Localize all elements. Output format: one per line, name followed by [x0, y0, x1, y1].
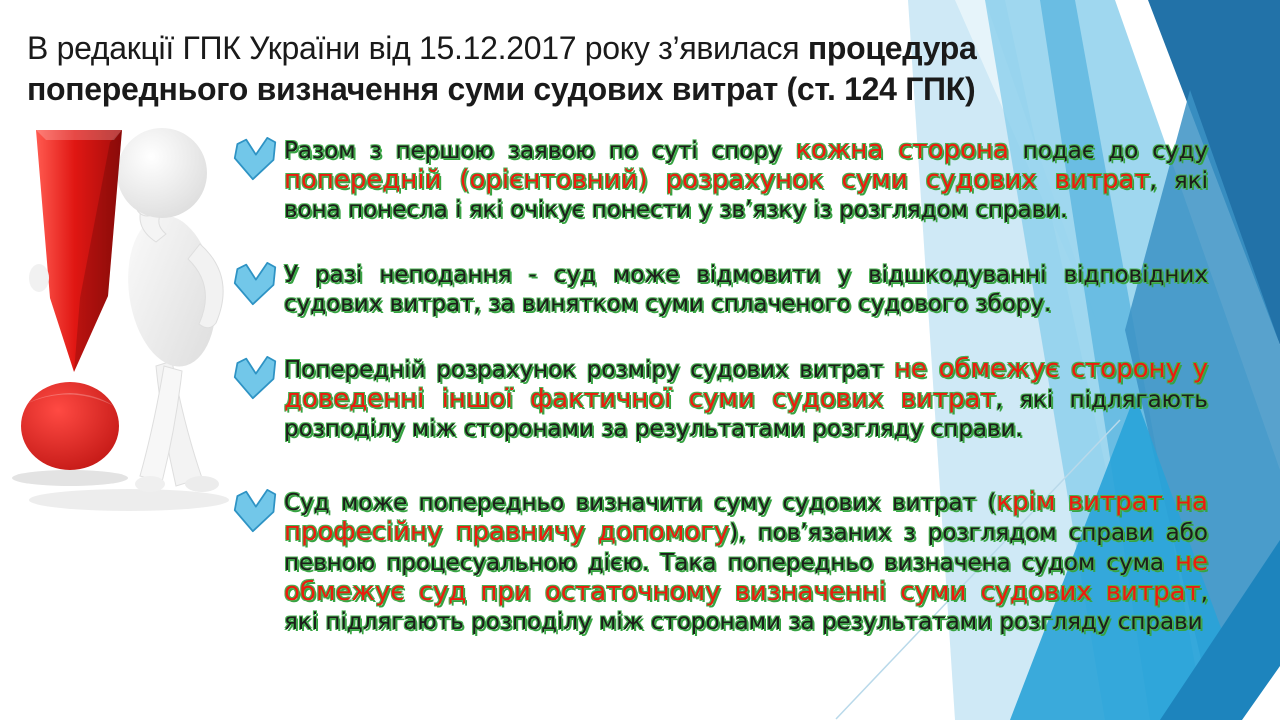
text-segment-red: не обмежує сторону у доведенні іншої фактичної суми судових витрат — [284, 354, 1209, 414]
exclamation-mark-graphic — [21, 130, 122, 470]
text-segment-dark: подає до суду — [1008, 138, 1208, 164]
text-segment-dark: ), пов’язаних з розглядом справи або певною процесуальною дією. Така попередньо визначена судом сума — [284, 520, 1208, 576]
checkmark-bullet-icon — [232, 356, 278, 400]
checkmark-bullet-icon — [232, 137, 278, 181]
text-segment-dark: Разом з першою заявою по суті спору — [284, 138, 796, 164]
bullet-item — [232, 488, 1208, 637]
text-segment-dark: Суд може попередньо визначити суму судових витрат ( — [284, 490, 997, 516]
checkmark-bullet-icon — [232, 489, 278, 533]
thinking-figure-graphic — [117, 128, 225, 492]
exclamation-figure — [4, 126, 236, 524]
bullet-text — [284, 355, 1208, 444]
text-segment-red: крім витрат на професійну правничу допомогу — [284, 487, 1208, 547]
text-segment-dark: Попередній розрахунок розміру судових витрат — [284, 357, 894, 383]
bullet-item — [232, 261, 1208, 319]
text-segment-dark: , які вона понесла і які очікує понести у зв’язку із розглядом справи. — [284, 168, 1208, 223]
text-segment-red: не обмежує суд при остаточному визначенні суми судових витрат — [284, 547, 1208, 607]
text-segment-dark: , які підлягають розподілу між сторонами за результатами розгляду справи — [284, 580, 1208, 635]
bullet-list — [232, 136, 1208, 637]
text-segment-dark: , які підлягають розподілу між сторонами за результатами розгляду справи. — [284, 387, 1208, 442]
bullet-item — [232, 355, 1208, 444]
bullet-text — [284, 136, 1208, 225]
text-segment-bold: процедура попереднього визначення суми судових витрат (ст. 124 ГПК) — [27, 30, 977, 107]
text-segment-dark: У разі неподання - суд може відмовити у відшкодуванні відповідних судових витрат, за винятком суми сплаченого судового збору. — [284, 262, 1208, 317]
checkmark-bullet-icon — [232, 262, 278, 306]
bullet-text — [284, 261, 1208, 319]
bullet-item — [232, 136, 1208, 225]
page-title — [27, 28, 1182, 110]
text-segment-regular: В редакції ГПК України від 15.12.2017 року з’явилася — [27, 30, 808, 66]
figure-head — [117, 128, 207, 218]
text-segment-red: попередній (орієнтовний) розрахунок суми судових витрат — [284, 165, 1150, 195]
bullet-text — [284, 488, 1208, 637]
ground-shadow — [29, 489, 229, 511]
text-segment-red: кожна сторона — [795, 135, 1009, 165]
